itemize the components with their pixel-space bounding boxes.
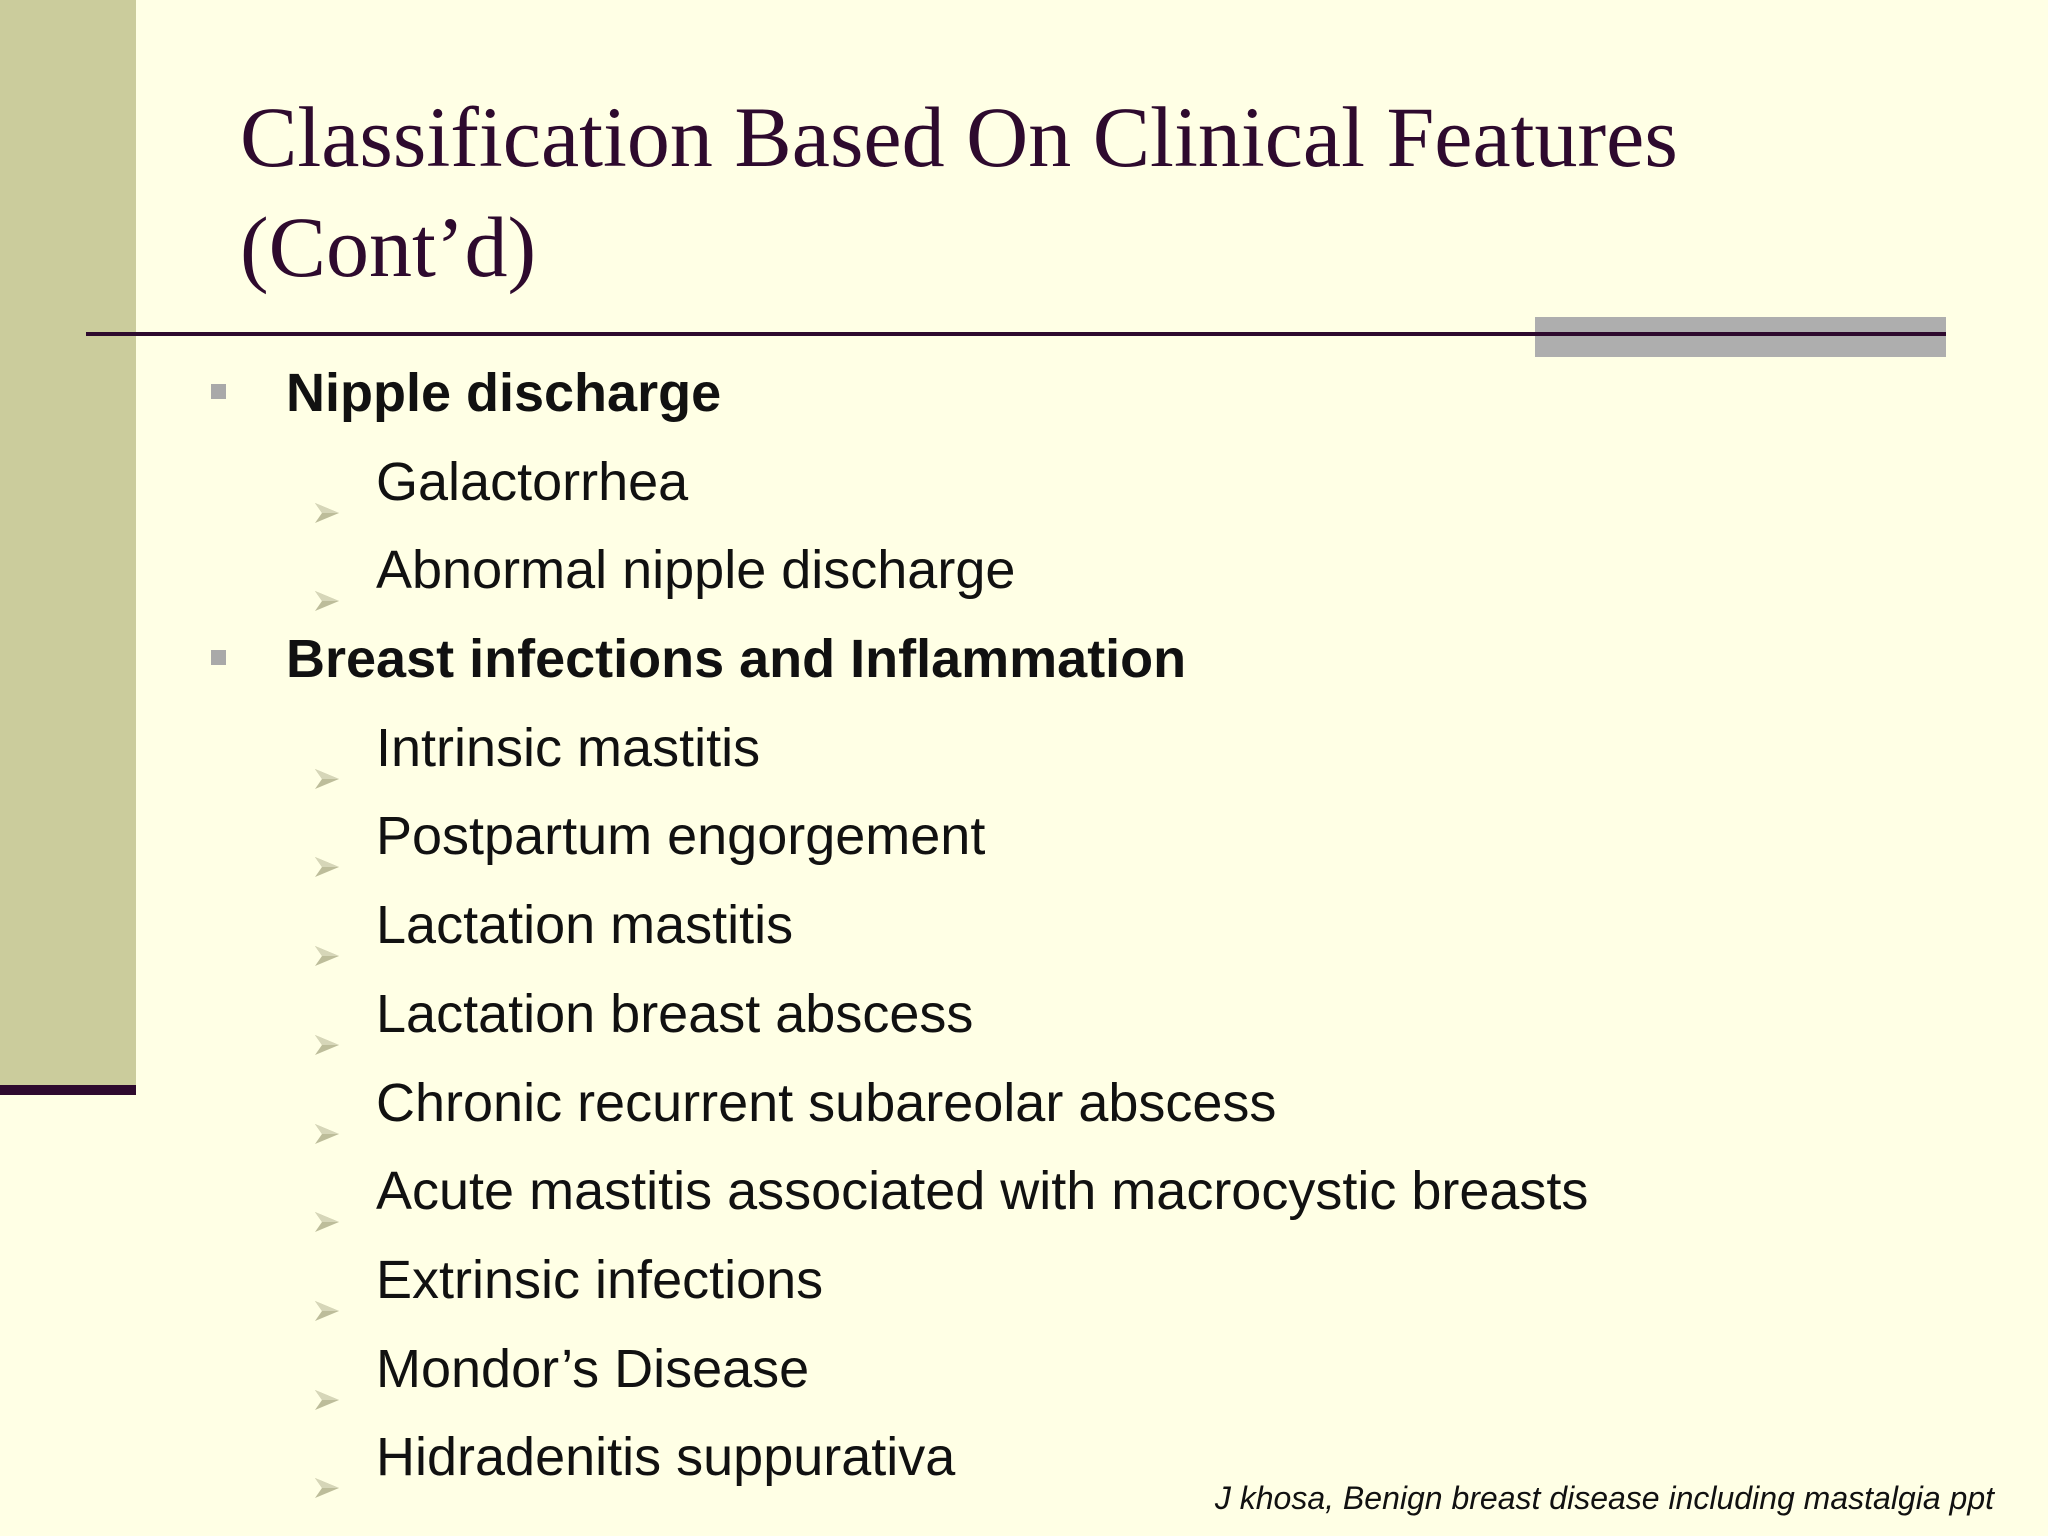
- list-item: [0, 1325, 2048, 1414]
- list-item: [0, 1059, 2048, 1148]
- arrowhead-bullet-icon: [312, 909, 342, 939]
- list-item-text: Nipple discharge: [286, 363, 722, 423]
- list-item-text: Abnormal nipple discharge: [376, 540, 1016, 601]
- list-item-text: Hidradenitis suppurativa: [376, 1427, 956, 1488]
- bullet-list: [0, 349, 2048, 1502]
- arrowhead-bullet-icon: [312, 998, 342, 1028]
- list-item: [0, 704, 2048, 793]
- list-item-text: Lactation mastitis: [376, 895, 794, 956]
- list-item: [0, 526, 2048, 615]
- arrowhead-bullet-icon: [312, 466, 342, 496]
- arrowhead-bullet-icon: [312, 554, 342, 584]
- slide-title: Classification Based On Clinical Features (Cont’d): [240, 89, 1678, 295]
- arrowhead-bullet-icon: [312, 1087, 342, 1117]
- arrowhead-bullet-icon: [312, 732, 342, 762]
- arrowhead-bullet-icon: [312, 1353, 342, 1383]
- arrowhead-bullet-icon: [312, 1264, 342, 1294]
- list-item-text: Postpartum engorgement: [376, 806, 986, 867]
- list-item-text: Chronic recurrent subareolar abscess: [376, 1072, 1277, 1133]
- list-item-heading: [0, 349, 2048, 438]
- list-item: [0, 1236, 2048, 1325]
- arrowhead-bullet-icon: [312, 1175, 342, 1205]
- citation: J khosa, Benign breast disease including mastalgia ppt: [1214, 1480, 1994, 1516]
- list-item-heading: [0, 615, 2048, 704]
- list-item-text: Lactation breast abscess: [376, 983, 974, 1044]
- list-item: [0, 970, 2048, 1059]
- square-bullet-icon: [211, 384, 226, 399]
- list-item-text: Mondor’s Disease: [376, 1338, 810, 1399]
- list-item-text: Acute mastitis associated with macrocystic breasts: [376, 1161, 1589, 1222]
- title-divider-overlay: [1535, 332, 1946, 336]
- list-item-text: Extrinsic infections: [376, 1249, 824, 1310]
- arrowhead-bullet-icon: [312, 1441, 342, 1471]
- list-item-text: Intrinsic mastitis: [376, 717, 761, 778]
- arrowhead-bullet-icon: [312, 820, 342, 850]
- list-item: [0, 438, 2048, 527]
- list-item: [0, 792, 2048, 881]
- list-item: [0, 1147, 2048, 1236]
- list-item: [0, 881, 2048, 970]
- square-bullet-icon: [211, 650, 226, 665]
- list-item-text: Breast infections and Inflammation: [286, 629, 1187, 690]
- list-item-text: Galactorrhea: [376, 451, 689, 512]
